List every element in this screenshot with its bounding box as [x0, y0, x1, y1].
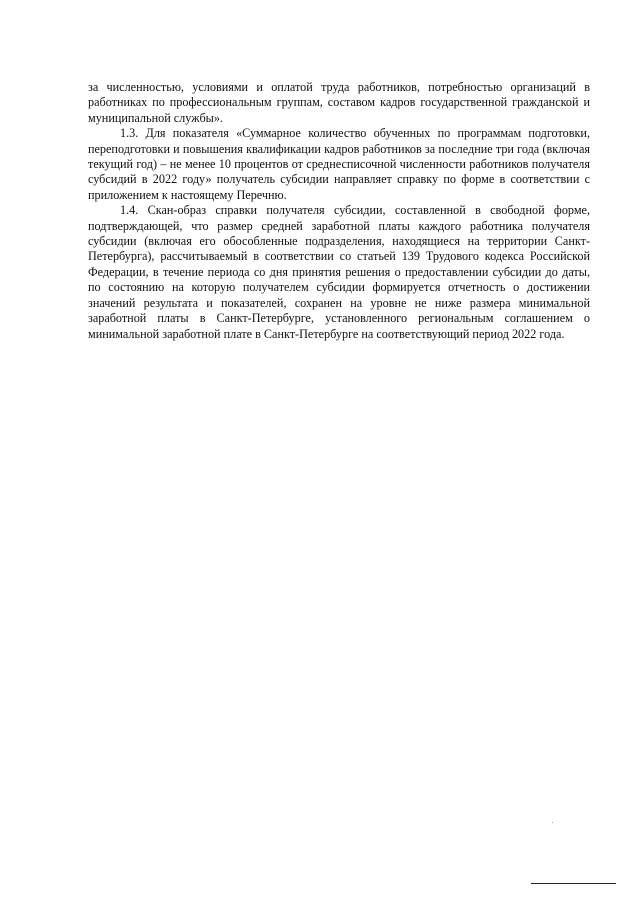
paragraph-continuation: за численностью, условиями и оплатой труда работников, потребностью организаций в работниках по профессиональным группам, составом кадров государственной гражданской и муниципальной службы». [88, 80, 590, 125]
scan-speck [552, 822, 553, 823]
footer-rule [531, 883, 616, 884]
paragraph-1-3: 1.3. Для показателя «Суммарное количество обученных по программам подготовки, переподготовки и повышения квалификации кадров работников за последние три года (включая текущий год) – не менее 10 процентов от среднесписочной численности работников получателя субсидий в 2022 году» получатель субсидии направляет справку по форме в соответствии с приложением к настоящему Перечню. [88, 126, 590, 202]
paragraph-1-4: 1.4. Скан-образ справки получателя субсидии, составленной в свободной форме, подтверждающей, что размер средней заработной платы каждого работника получателя субсидии (включая его обособленные подразделения, находящиеся на территории Санкт-Петербурга), рассчитываемый в соответствии со статьей 139 Трудового кодекса Российской Федерации, в течение периода со дня принятия решения о предоставлении субсидии до даты, по состоянию на которую получателем субсидии формируется отчетность о достижении значений результата и показателей, сохранен на уровне не ниже размера минимальной заработной платы в Санкт-Петербурге, установленного региональным соглашением о минимальной заработной плате в Санкт-Петербурге на соответствующий период 2022 года. [88, 203, 590, 341]
document-body [88, 80, 590, 342]
